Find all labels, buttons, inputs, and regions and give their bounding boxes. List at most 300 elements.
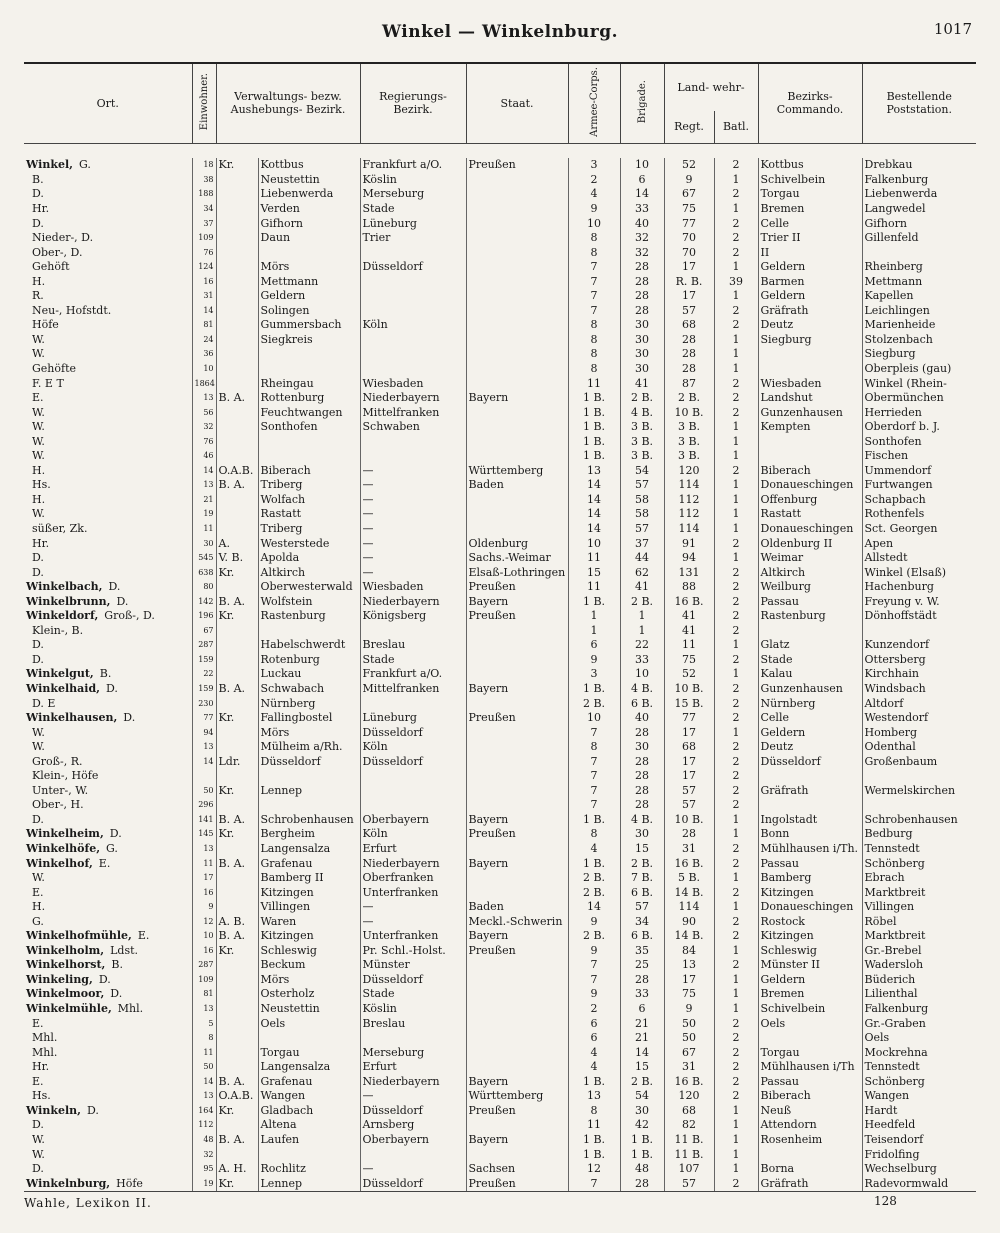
cell-admin-district: Mettmann xyxy=(258,274,360,289)
cell-admin-district: Kottbus xyxy=(258,158,360,173)
cell-state: Württemberg xyxy=(466,464,568,479)
table-body xyxy=(24,143,976,1191)
cell-brigade: 6 B. xyxy=(620,929,664,944)
cell-admin-district: Rastatt xyxy=(258,507,360,522)
cell-regiment: 57 xyxy=(664,304,714,319)
cell-district-type xyxy=(216,725,258,740)
cell-government-district xyxy=(360,696,466,711)
cell-post-station: Villingen xyxy=(862,900,976,915)
cell-brigade: 2 B. xyxy=(620,856,664,871)
cell-state xyxy=(466,362,568,377)
cell-population: 112 xyxy=(192,1118,216,1133)
cell-brigade: 1 B. xyxy=(620,1147,664,1162)
cell-regiment: 67 xyxy=(664,1045,714,1060)
cell-brigade: 33 xyxy=(620,987,664,1002)
cell-population: 38 xyxy=(192,173,216,188)
cell-place-name: H. xyxy=(32,274,46,288)
cell-government-district: Düsseldorf xyxy=(360,725,466,740)
cell-army-corps: 1 B. xyxy=(568,682,620,697)
cell-place-name: D. xyxy=(32,565,44,579)
cell-district-type: Kr. xyxy=(216,784,258,799)
cell-brigade: 3 B. xyxy=(620,434,664,449)
cell-battalion: 2 xyxy=(714,580,758,595)
cell-state xyxy=(466,842,568,857)
cell-brigade: 2 B. xyxy=(620,391,664,406)
cell-state xyxy=(466,1045,568,1060)
cell-brigade: 37 xyxy=(620,536,664,551)
cell-place-name: B. xyxy=(32,172,44,186)
cell-army-corps: 13 xyxy=(568,464,620,479)
cell-government-district: — xyxy=(360,914,466,929)
table-row xyxy=(24,1075,976,1090)
table-row xyxy=(24,420,976,435)
cell-post-station: Drebkau xyxy=(862,158,976,173)
cell-battalion: 1 xyxy=(714,333,758,348)
cell-place-name: Winkelmoor, D. xyxy=(26,987,123,1001)
cell-district-command: Celle xyxy=(758,216,862,231)
cell-population: 9 xyxy=(192,900,216,915)
cell-place-name: Winkelbrunn, D. xyxy=(26,594,129,608)
cell-district-type xyxy=(216,304,258,319)
cell-population: 30 xyxy=(192,536,216,551)
cell-battalion: 1 xyxy=(714,289,758,304)
cell-battalion: 2 xyxy=(714,769,758,784)
cell-brigade: 28 xyxy=(620,304,664,319)
cell-government-district xyxy=(360,274,466,289)
cell-district-type xyxy=(216,885,258,900)
cell-admin-district: Beckum xyxy=(258,958,360,973)
cell-admin-district: Verden xyxy=(258,202,360,217)
cell-regiment: 5 B. xyxy=(664,871,714,886)
cell-army-corps: 7 xyxy=(568,973,620,988)
cell-population: 24 xyxy=(192,333,216,348)
cell-state xyxy=(466,187,568,202)
cell-population: 17 xyxy=(192,871,216,886)
cell-admin-district: Wangen xyxy=(258,1089,360,1104)
cell-regiment: 57 xyxy=(664,1176,714,1191)
cell-government-district: Breslau xyxy=(360,638,466,653)
cell-brigade: 7 B. xyxy=(620,871,664,886)
cell-army-corps: 9 xyxy=(568,914,620,929)
cell-admin-district: Mörs xyxy=(258,973,360,988)
cell-district-command: Bonn xyxy=(758,827,862,842)
cell-army-corps: 7 xyxy=(568,260,620,275)
cell-post-station: Kirchhain xyxy=(862,667,976,682)
cell-battalion: 2 xyxy=(714,1045,758,1060)
cell-state xyxy=(466,449,568,464)
cell-army-corps: 9 xyxy=(568,944,620,959)
cell-regiment: 28 xyxy=(664,362,714,377)
cell-district-command xyxy=(758,798,862,813)
cell-regiment: 41 xyxy=(664,624,714,639)
cell-population: 32 xyxy=(192,420,216,435)
cell-district-type xyxy=(216,740,258,755)
cell-brigade: 48 xyxy=(620,1162,664,1177)
cell-battalion: 2 xyxy=(714,754,758,769)
cell-place-name: Winkelheim, D. xyxy=(26,827,122,841)
table-row xyxy=(24,696,976,711)
table-row xyxy=(24,813,976,828)
cell-district-type: B. A. xyxy=(216,1075,258,1090)
cell-place-name: W. xyxy=(32,405,45,419)
cell-brigade: 30 xyxy=(620,333,664,348)
cell-population: 296 xyxy=(192,798,216,813)
cell-regiment: 77 xyxy=(664,711,714,726)
cell-place-name: Hs. xyxy=(32,1089,51,1103)
cell-district-type: Kr. xyxy=(216,827,258,842)
cell-army-corps: 8 xyxy=(568,1104,620,1119)
cell-admin-district xyxy=(258,798,360,813)
cell-regiment: 107 xyxy=(664,1162,714,1177)
cell-government-district: Niederbayern xyxy=(360,856,466,871)
col-verwaltung: Verwaltungs- bezw. Aushebungs- Bezirk. xyxy=(216,63,360,143)
cell-post-station: Gr.-Graben xyxy=(862,1016,976,1031)
cell-post-station: Rothenfels xyxy=(862,507,976,522)
cell-battalion: 1 xyxy=(714,827,758,842)
cell-place-name: Hr. xyxy=(32,536,50,550)
cell-army-corps: 14 xyxy=(568,900,620,915)
cell-place-name: G. xyxy=(32,914,44,928)
cell-government-district: — xyxy=(360,551,466,566)
cell-army-corps: 2 B. xyxy=(568,885,620,900)
cell-post-station: Falkenburg xyxy=(862,173,976,188)
cell-regiment: 9 xyxy=(664,173,714,188)
cell-regiment: 70 xyxy=(664,231,714,246)
cell-government-district xyxy=(360,304,466,319)
cell-district-type: B. A. xyxy=(216,929,258,944)
cell-population: 67 xyxy=(192,624,216,639)
cell-district-type xyxy=(216,900,258,915)
table-row xyxy=(24,274,976,289)
cell-regiment: 3 B. xyxy=(664,449,714,464)
cell-district-command: Kalau xyxy=(758,667,862,682)
cell-place-name: Mhl. xyxy=(32,1045,58,1059)
cell-government-district: Düsseldorf xyxy=(360,754,466,769)
cell-battalion: 2 xyxy=(714,1016,758,1031)
cell-district-type xyxy=(216,187,258,202)
cell-regiment: 10 B. xyxy=(664,813,714,828)
cell-population: 8 xyxy=(192,1031,216,1046)
cell-district-type xyxy=(216,522,258,537)
cell-district-command: II xyxy=(758,245,862,260)
cell-post-station: Sct. Georgen xyxy=(862,522,976,537)
cell-battalion: 2 xyxy=(714,885,758,900)
cell-army-corps: 1 B. xyxy=(568,813,620,828)
cell-population: 287 xyxy=(192,958,216,973)
cell-district-type xyxy=(216,958,258,973)
cell-post-station: Röbel xyxy=(862,914,976,929)
cell-brigade: 33 xyxy=(620,202,664,217)
cell-government-district xyxy=(360,1147,466,1162)
cell-brigade: 30 xyxy=(620,1104,664,1119)
cell-population: 545 xyxy=(192,551,216,566)
cell-government-district: — xyxy=(360,900,466,915)
cell-post-station: Siegburg xyxy=(862,347,976,362)
cell-regiment: 17 xyxy=(664,769,714,784)
cell-state: Preußen xyxy=(466,580,568,595)
cell-admin-district: Gifhorn xyxy=(258,216,360,231)
table-row xyxy=(24,609,976,624)
cell-battalion: 2 xyxy=(714,231,758,246)
cell-district-type: B. A. xyxy=(216,682,258,697)
cell-place-name: D. xyxy=(32,187,44,201)
cell-district-type: B. A. xyxy=(216,1133,258,1148)
cell-government-district: Niederbayern xyxy=(360,1075,466,1090)
cell-battalion: 1 xyxy=(714,522,758,537)
cell-district-type xyxy=(216,347,258,362)
cell-district-command: Rastenburg xyxy=(758,609,862,624)
cell-place-name: Winkelhof, E. xyxy=(26,856,111,870)
cell-state: Bayern xyxy=(466,1075,568,1090)
cell-brigade: 28 xyxy=(620,784,664,799)
cell-place-name: süßer, Zk. xyxy=(32,521,88,535)
table-row xyxy=(24,711,976,726)
cell-regiment: 120 xyxy=(664,464,714,479)
cell-regiment: 11 B. xyxy=(664,1147,714,1162)
cell-brigade: 28 xyxy=(620,1176,664,1191)
cell-post-station: Tennstedt xyxy=(862,1060,976,1075)
cell-regiment: 82 xyxy=(664,1118,714,1133)
cell-battalion: 1 xyxy=(714,1147,758,1162)
cell-place-name: W. xyxy=(32,347,45,361)
cell-population: 287 xyxy=(192,638,216,653)
cell-admin-district: Fallingbostel xyxy=(258,711,360,726)
cell-regiment: 3 B. xyxy=(664,420,714,435)
cell-district-type xyxy=(216,260,258,275)
cell-battalion: 2 xyxy=(714,391,758,406)
cell-district-type xyxy=(216,289,258,304)
cell-post-station: Herrieden xyxy=(862,405,976,420)
table-row xyxy=(24,900,976,915)
cell-place-name: Winkelnburg, Höfe xyxy=(24,1176,192,1191)
cell-district-type: B. A. xyxy=(216,391,258,406)
cell-district-type xyxy=(216,769,258,784)
cell-district-type xyxy=(216,798,258,813)
cell-regiment: 52 xyxy=(664,667,714,682)
cell-district-command: Gräfrath xyxy=(758,1176,862,1191)
table-row xyxy=(24,1176,976,1191)
cell-post-station: Schrobenhausen xyxy=(862,813,976,828)
cell-brigade: 3 B. xyxy=(620,449,664,464)
cell-district-type: O.A.B. xyxy=(216,1089,258,1104)
cell-regiment: 31 xyxy=(664,842,714,857)
table-row xyxy=(24,842,976,857)
table-row xyxy=(24,362,976,377)
cell-post-station: Allstedt xyxy=(862,551,976,566)
cell-brigade: 6 B. xyxy=(620,696,664,711)
cell-battalion: 2 xyxy=(714,1176,758,1191)
cell-admin-district: Daun xyxy=(258,231,360,246)
cell-population: 11 xyxy=(192,1045,216,1060)
cell-post-station: Ebrach xyxy=(862,871,976,886)
table-row xyxy=(24,464,976,479)
cell-post-station xyxy=(862,798,976,813)
cell-army-corps: 7 xyxy=(568,725,620,740)
cell-district-command: Donaueschingen xyxy=(758,522,862,537)
table-row xyxy=(24,231,976,246)
cell-government-district xyxy=(360,798,466,813)
cell-government-district: — xyxy=(360,565,466,580)
cell-post-station: Sonthofen xyxy=(862,434,976,449)
cell-population: 80 xyxy=(192,580,216,595)
cell-place-name: Winkelgut, B. xyxy=(26,667,112,681)
cell-regiment: 15 B. xyxy=(664,696,714,711)
cell-army-corps: 4 xyxy=(568,842,620,857)
cell-brigade: 14 xyxy=(620,1045,664,1060)
cell-population: 141 xyxy=(192,813,216,828)
cell-post-station: Liebenwerda xyxy=(862,187,976,202)
cell-place-name: Nieder-, D. xyxy=(32,231,94,245)
cell-government-district: Stade xyxy=(360,653,466,668)
cell-state xyxy=(466,245,568,260)
cell-regiment: 57 xyxy=(664,784,714,799)
cell-state xyxy=(466,798,568,813)
cell-district-command: Deutz xyxy=(758,740,862,755)
table-row xyxy=(24,624,976,639)
cell-battalion: 2 xyxy=(714,682,758,697)
cell-population: 46 xyxy=(192,449,216,464)
cell-battalion: 2 xyxy=(714,304,758,319)
cell-admin-district: Osterholz xyxy=(258,987,360,1002)
cell-district-command: Wiesbaden xyxy=(758,376,862,391)
table-row xyxy=(24,333,976,348)
cell-admin-district: Altkirch xyxy=(258,565,360,580)
cell-admin-district: Neustettin xyxy=(258,173,360,188)
cell-regiment: 16 B. xyxy=(664,856,714,871)
cell-battalion: 1 xyxy=(714,1002,758,1017)
cell-population: 56 xyxy=(192,405,216,420)
cell-government-district: Merseburg xyxy=(360,187,466,202)
cell-district-command xyxy=(758,624,862,639)
cell-regiment: 31 xyxy=(664,1060,714,1075)
cell-place-name: D. E xyxy=(32,696,56,710)
cell-district-type xyxy=(216,638,258,653)
cell-regiment: 120 xyxy=(664,1089,714,1104)
cell-admin-district xyxy=(258,449,360,464)
cell-admin-district: Gladbach xyxy=(258,1104,360,1119)
cell-army-corps: 7 xyxy=(568,769,620,784)
cell-district-command: Siegburg xyxy=(758,333,862,348)
cell-place-name: Winkelmühle, Mhl. xyxy=(26,1002,144,1016)
cell-post-station: Büderich xyxy=(862,973,976,988)
cell-government-district xyxy=(360,784,466,799)
cell-population: 32 xyxy=(192,1147,216,1162)
cell-state xyxy=(466,638,568,653)
cell-brigade: 30 xyxy=(620,362,664,377)
cell-admin-district xyxy=(258,1147,360,1162)
cell-place-name: D. xyxy=(32,551,44,565)
cell-post-station: Westendorf xyxy=(862,711,976,726)
cell-district-command: Gräfrath xyxy=(758,304,862,319)
cell-district-type xyxy=(216,667,258,682)
cell-government-district xyxy=(360,624,466,639)
cell-state: Bayern xyxy=(466,682,568,697)
cell-admin-district: Rottenburg xyxy=(258,391,360,406)
cell-post-station: Windsbach xyxy=(862,682,976,697)
cell-population: 1864 xyxy=(192,376,216,391)
cell-army-corps: 1 B. xyxy=(568,1133,620,1148)
cell-place-name: Gehöft xyxy=(32,260,70,274)
cell-army-corps: 11 xyxy=(568,376,620,391)
cell-admin-district xyxy=(258,624,360,639)
cell-regiment: 114 xyxy=(664,478,714,493)
cell-brigade: 41 xyxy=(620,580,664,595)
cell-admin-district: Apolda xyxy=(258,551,360,566)
cell-army-corps: 8 xyxy=(568,827,620,842)
cell-army-corps: 4 xyxy=(568,1060,620,1075)
cell-state: Preußen xyxy=(466,158,568,173)
cell-state xyxy=(466,624,568,639)
cell-post-station xyxy=(862,624,976,639)
table-row xyxy=(24,1162,976,1177)
cell-admin-district: Lennep xyxy=(258,1176,360,1191)
cell-army-corps: 2 B. xyxy=(568,696,620,711)
cell-population: 34 xyxy=(192,202,216,217)
cell-admin-district: Waren xyxy=(258,914,360,929)
cell-population: 76 xyxy=(192,434,216,449)
cell-population: 37 xyxy=(192,216,216,231)
cell-admin-district: Oels xyxy=(258,1016,360,1031)
table-row xyxy=(24,245,976,260)
cell-government-district: Pr. Schl.-Holst. xyxy=(360,944,466,959)
cell-place-name: D. xyxy=(32,638,44,652)
cell-state xyxy=(466,493,568,508)
cell-army-corps: 7 xyxy=(568,784,620,799)
cell-state: Preußen xyxy=(466,944,568,959)
cell-brigade: 28 xyxy=(620,769,664,784)
cell-battalion: 1 xyxy=(714,1104,758,1119)
cell-regiment: 14 B. xyxy=(664,929,714,944)
cell-population: 76 xyxy=(192,245,216,260)
cell-brigade: 57 xyxy=(620,522,664,537)
cell-population: 109 xyxy=(192,231,216,246)
cell-battalion: 1 xyxy=(714,260,758,275)
footer-publisher: Wahle, Lexikon II. xyxy=(24,1196,152,1210)
cell-district-type xyxy=(216,1118,258,1133)
cell-brigade: 1 xyxy=(620,624,664,639)
cell-army-corps: 2 B. xyxy=(568,871,620,886)
cell-population: 188 xyxy=(192,187,216,202)
cell-battalion: 1 xyxy=(714,507,758,522)
cell-district-command: Geldern xyxy=(758,973,862,988)
table-row xyxy=(24,216,976,231)
cell-regiment: R. B. xyxy=(664,274,714,289)
cell-regiment: 16 B. xyxy=(664,1075,714,1090)
cell-state xyxy=(466,333,568,348)
cell-district-command xyxy=(758,1031,862,1046)
table-row xyxy=(24,1118,976,1133)
cell-battalion: 1 xyxy=(714,173,758,188)
cell-post-station: Fridolfing xyxy=(862,1147,976,1162)
cell-government-district: Oberfranken xyxy=(360,871,466,886)
table-row xyxy=(24,1089,976,1104)
cell-army-corps: 8 xyxy=(568,740,620,755)
cell-post-station: Wadersloh xyxy=(862,958,976,973)
cell-brigade: 40 xyxy=(620,711,664,726)
table-row xyxy=(24,434,976,449)
cell-brigade: 6 xyxy=(620,1002,664,1017)
cell-army-corps: 1 B. xyxy=(568,405,620,420)
cell-government-district: — xyxy=(360,507,466,522)
cell-place-name: W. xyxy=(32,740,45,754)
cell-district-type xyxy=(216,1031,258,1046)
cell-battalion: 1 xyxy=(714,871,758,886)
cell-battalion: 2 xyxy=(714,856,758,871)
cell-brigade: 28 xyxy=(620,754,664,769)
cell-post-station: Wangen xyxy=(862,1089,976,1104)
cell-regiment: 114 xyxy=(664,522,714,537)
cell-state: Bayern xyxy=(466,391,568,406)
